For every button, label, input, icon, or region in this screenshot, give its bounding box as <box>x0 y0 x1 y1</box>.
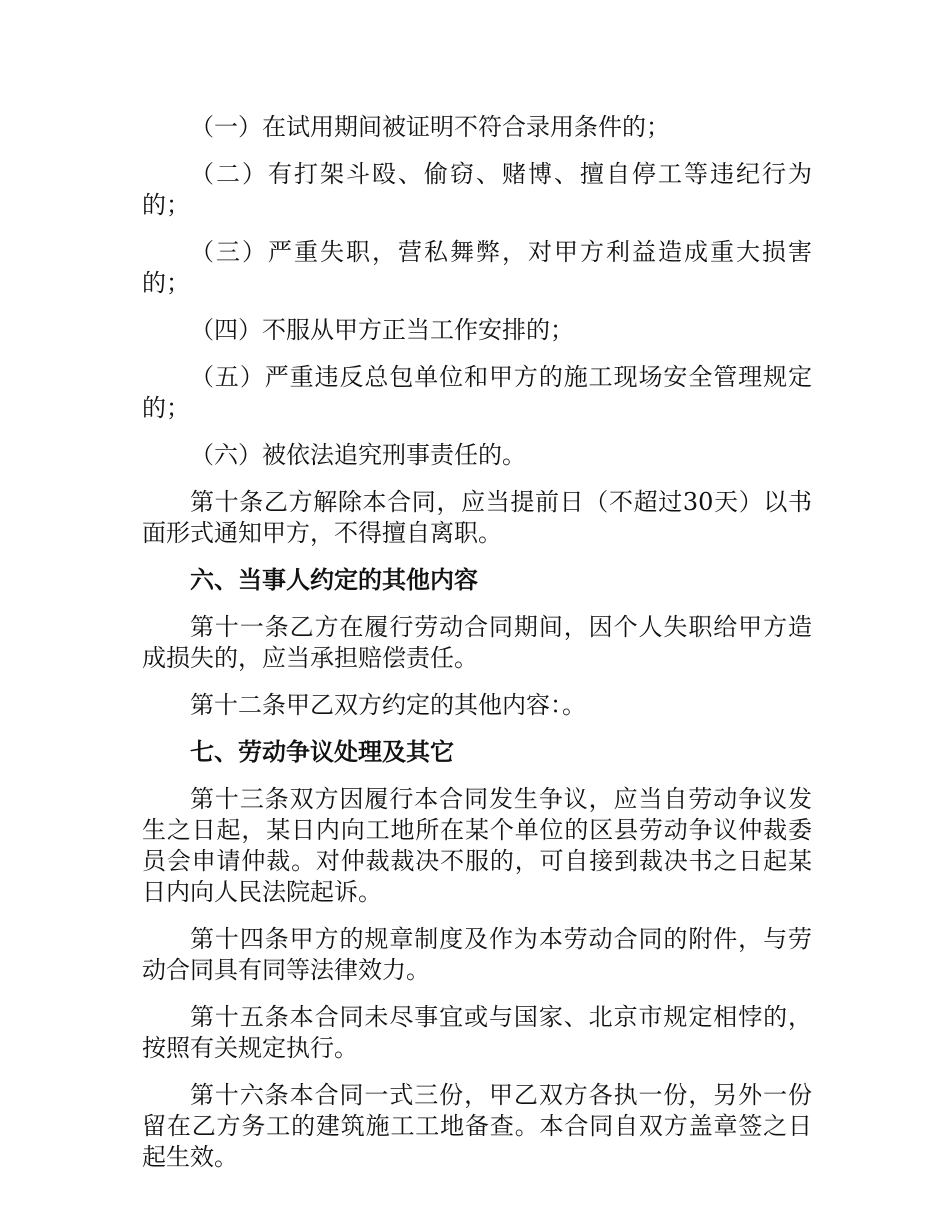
article-13: 第十三条双方因履行本合同发生争议，应当自劳动争议发生之日起，某日内向工地所在某个单位的区县劳动争议仲裁委员会申请仲裁。对仲裁裁决不服的，可自接到裁决书之日起某日内向人民法院起诉。 <box>142 785 812 906</box>
section-6-heading: 六、当事人约定的其他内容 <box>190 566 478 594</box>
section-7-heading: 七、劳动争议处理及其它 <box>190 738 454 766</box>
clause-6: （六）被依法追究刑事责任的。 <box>190 441 526 469</box>
article-12: 第十二条甲乙双方约定的其他内容：。 <box>190 691 586 719</box>
article-15: 第十五条本合同未尽事宜或与国家、北京市规定相悖的，按照有关规定执行。 <box>142 1003 812 1062</box>
document-body <box>142 112 812 1189</box>
article-10: 第十条乙方解除本合同，应当提前日（不超过30天）以书面形式通知甲方，不得擅自离职。 <box>142 488 812 547</box>
clause-3: （三）严重失职，营私舞弊，对甲方利益造成重大损害的； <box>142 238 812 297</box>
clause-2: （二）有打架斗殴、偷窃、赌博、擅自停工等违纪行为的； <box>142 160 812 219</box>
clause-4: （四）不服从甲方正当工作安排的； <box>190 316 574 344</box>
clause-5: （五）严重违反总包单位和甲方的施工现场安全管理规定的； <box>142 363 812 422</box>
article-14: 第十四条甲方的规章制度及作为本劳动合同的附件，与劳动合同具有同等法律效力。 <box>142 925 812 984</box>
clause-1: （一）在试用期间被证明不符合录用条件的； <box>190 113 670 141</box>
article-11: 第十一条乙方在履行劳动合同期间，因个人失职给甲方造成损失的，应当承担赔偿责任。 <box>142 613 812 672</box>
article-16: 第十六条本合同一式三份，甲乙双方各执一份，另外一份留在乙方务工的建筑施工工地备查。本合同自双方盖章签之日起生效。 <box>142 1081 812 1171</box>
